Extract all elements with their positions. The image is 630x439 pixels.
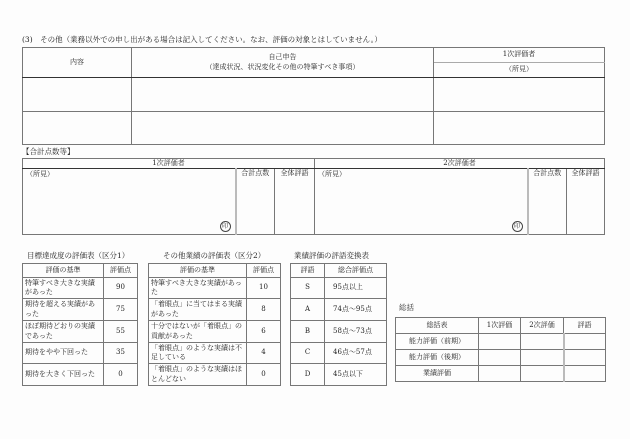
self-report-input-1[interactable] [132, 78, 434, 112]
t2-criterion: 十分ではないが「着眼点」の貢献があった [149, 321, 247, 343]
summary-second-input[interactable] [521, 366, 564, 382]
t3-header-grade: 評語 [291, 264, 325, 278]
summary-grade-input[interactable] [564, 366, 606, 382]
totals-second-evaluator: 2次評価者 [315, 159, 605, 169]
second-total-score-label: 合計点数 [533, 169, 562, 178]
summary-grade-input[interactable] [564, 350, 606, 366]
t3-range: 58点～73点 [325, 321, 387, 343]
t2-score: 8 [247, 299, 281, 321]
t2-criterion: 特筆すべき大きな実績があった [149, 278, 247, 299]
t1-score: 75 [104, 299, 138, 321]
second-overall-grade-field[interactable] [567, 169, 605, 235]
t2-criterion: 「着眼点」のような実績は不足している [149, 343, 247, 364]
summary-first-input[interactable] [479, 334, 521, 350]
opinion-input-2[interactable] [434, 112, 605, 145]
summary-header-first: 1次評価 [479, 318, 521, 334]
t3-range: 74点～95点 [325, 299, 387, 321]
table1-title: 目標達成度の評価表（区分1） [27, 251, 130, 260]
first-opinion-label: （所見） [26, 170, 54, 179]
t1-criterion: 期待を超える実績があった [23, 299, 104, 321]
first-overall-grade-label: 全体評語 [280, 169, 309, 178]
summary-first-input[interactable] [479, 350, 521, 366]
t3-range: 46点～57点 [325, 343, 387, 364]
table3-title: 業績評価の評語変換表 [294, 251, 369, 260]
second-overall-grade-label: 全体評語 [571, 169, 600, 178]
header-first-evaluator: 1次評価者 [434, 48, 605, 63]
self-report-sublabel: （達成状況、状況変化その他の特筆すべき事項） [205, 62, 360, 71]
t1-criterion: 期待をやや下回った [23, 343, 104, 364]
summary-row-label: 能力評価（後期） [396, 350, 479, 366]
other-matters-table [22, 47, 605, 145]
summary-second-input[interactable] [521, 334, 564, 350]
self-report-label: 自己申告 [268, 53, 297, 62]
header-opinion: （所見） [434, 63, 605, 78]
t2-score: 0 [247, 364, 281, 386]
t2-header-score: 評価点 [247, 264, 281, 278]
t1-score: 55 [104, 321, 138, 343]
first-total-score-label: 合計点数 [241, 169, 270, 178]
t3-range: 45点以下 [325, 364, 387, 386]
t2-criterion: 「着眼点」に当てはまる実績があった [149, 299, 247, 321]
t1-score: 90 [104, 278, 138, 299]
t1-header-criterion: 評価の基準 [23, 264, 104, 278]
table2-title: その他業績の評価表（区分2） [163, 251, 266, 260]
summary-table [395, 317, 606, 382]
first-opinion-field[interactable] [23, 169, 236, 235]
summary-row-label: 能力評価（前期） [396, 334, 479, 350]
t1-criterion: 期待を大きく下回った [23, 364, 104, 386]
seal-stamp-icon: 印 [512, 221, 523, 232]
t2-criterion: 「着眼点」のような実績はほとんどない [149, 364, 247, 386]
summary-header-label: 総括表 [396, 318, 479, 334]
summary-grade-input[interactable] [564, 334, 606, 350]
t1-score: 0 [104, 364, 138, 386]
summary-second-input[interactable] [521, 350, 564, 366]
summary-header-second: 2次評価 [521, 318, 564, 334]
first-total-score-field[interactable] [236, 169, 275, 235]
t1-criterion: 特筆すべき大きな実績があった [23, 278, 104, 299]
t3-grade: S [291, 278, 325, 299]
second-opinion-field[interactable] [315, 169, 528, 235]
section3-title: (3) その他（業務以外での申し出がある場合は記入してください。なお、評価の対象とはしていません。） [22, 35, 382, 44]
t3-grade: B [291, 321, 325, 343]
goal-achievement-table [22, 263, 138, 386]
t2-score: 6 [247, 321, 281, 343]
t2-score: 4 [247, 343, 281, 364]
t3-range: 95点以上 [325, 278, 387, 299]
second-total-score-field[interactable] [528, 169, 567, 235]
opinion-input-1[interactable] [434, 78, 605, 112]
second-opinion-label: （所見） [318, 170, 346, 179]
summary-first-input[interactable] [479, 366, 521, 382]
summary-row-label: 業績評価 [396, 366, 479, 382]
totals-first-evaluator: 1次評価者 [23, 159, 315, 169]
grade-conversion-table [290, 263, 387, 386]
t3-header-range: 総合評価点 [325, 264, 387, 278]
t1-header-score: 評価点 [104, 264, 138, 278]
content-input-2[interactable] [23, 112, 132, 145]
totals-table [22, 158, 605, 235]
content-input-1[interactable] [23, 78, 132, 112]
t3-grade: D [291, 364, 325, 386]
first-overall-grade-field[interactable] [275, 169, 315, 235]
t3-grade: C [291, 343, 325, 364]
totals-title: 【合計点数等】 [22, 147, 75, 156]
header-content: 内容 [23, 48, 132, 78]
t1-criterion: ほぼ期待どおりの実績であった [23, 321, 104, 343]
header-self-report [132, 48, 434, 78]
summary-title: 総括 [399, 303, 414, 312]
t2-score: 10 [247, 278, 281, 299]
self-report-input-2[interactable] [132, 112, 434, 145]
t1-score: 35 [104, 343, 138, 364]
other-performance-table [148, 263, 281, 386]
t3-grade: A [291, 299, 325, 321]
summary-header-grade: 評語 [564, 318, 606, 334]
seal-stamp-icon: 印 [220, 221, 231, 232]
t2-header-criterion: 評価の基準 [149, 264, 247, 278]
